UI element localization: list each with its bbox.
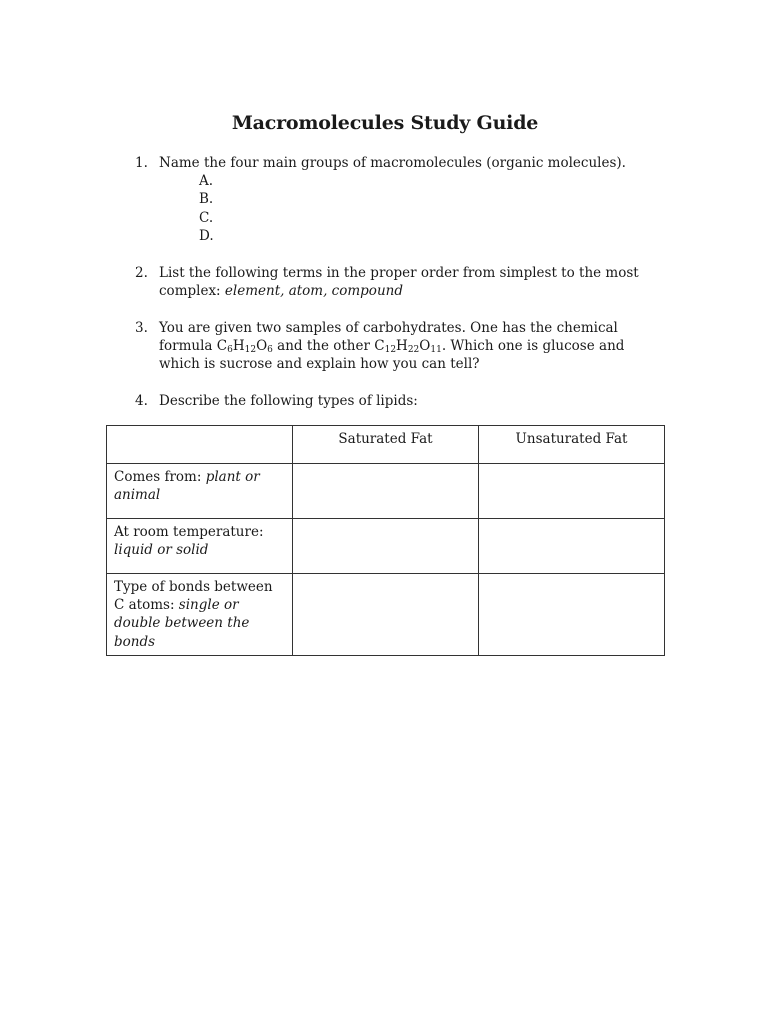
question-text: List the following terms in the proper order from simplest to the most complex: (159, 265, 639, 300)
question-terms: element, atom, compound (224, 283, 403, 300)
question-text-mid: and the other (277, 338, 370, 355)
question-text-start: You are given two samples of carbohydrates. One has the chemical formula (159, 320, 618, 355)
table-header-row (107, 426, 665, 464)
table-row (107, 464, 665, 519)
question-text-end: . Which one is glucose and which is sucrose and explain how you can tell? (159, 338, 625, 373)
option-b: B. (199, 191, 214, 208)
lipids-table (106, 425, 665, 656)
question-number: 4. (135, 393, 148, 409)
answer-cell-unsaturated[interactable] (479, 574, 665, 656)
table-row (107, 574, 665, 656)
question-number: 2. (135, 265, 148, 281)
table-header-saturated: Saturated Fat (293, 426, 479, 464)
answer-cell-saturated[interactable] (293, 464, 479, 519)
option-d: D. (199, 227, 214, 244)
option-a: A. (199, 173, 214, 190)
formula-sucrose: $C_{12}H_{22}O_{11}$ (374, 338, 442, 356)
question-4 (135, 392, 660, 410)
page-title: Macromolecules Study Guide (231, 112, 539, 134)
question-3 (135, 319, 660, 374)
answer-cell-unsaturated[interactable] (479, 519, 665, 574)
table-row (107, 519, 665, 574)
row-label: At room temperature: liquid or solid (107, 519, 293, 574)
answer-cell-saturated[interactable] (293, 574, 479, 656)
question-1 (135, 154, 660, 245)
table-header-unsaturated: Unsaturated Fat (479, 426, 665, 464)
question-2 (135, 264, 660, 300)
row-label: Type of bonds between C atoms: single or double between the bonds (107, 574, 293, 656)
question-text: Name the four main groups of macromolecules (organic molecules). (159, 155, 626, 171)
question-number: 3. (135, 320, 148, 336)
answer-cell-saturated[interactable] (293, 519, 479, 574)
answer-options (199, 172, 660, 245)
table-header-empty (107, 426, 293, 464)
formula-glucose: $C_6H_{12}O_6$ (216, 338, 273, 356)
option-c: C. (199, 209, 214, 226)
row-label: Comes from: plant or animal (107, 464, 293, 519)
question-number: 1. (135, 155, 148, 171)
answer-cell-unsaturated[interactable] (479, 464, 665, 519)
question-text: Describe the following types of lipids: (159, 393, 418, 409)
